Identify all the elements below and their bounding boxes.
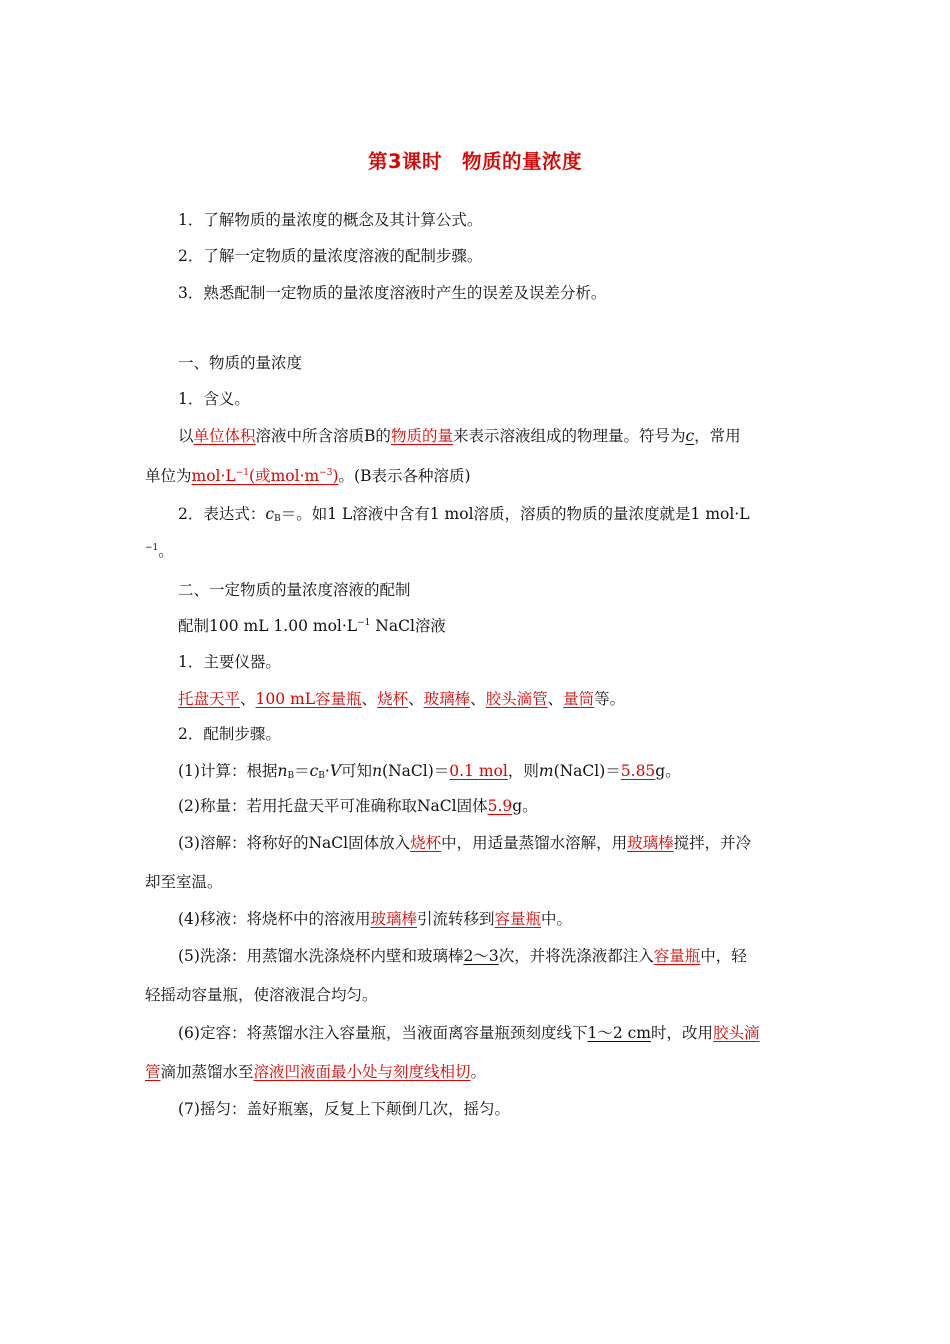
definition-text: 以单位体积溶液中所含溶质B的物质的量来表示溶液组成的物理量。符号为c，常用 [178, 427, 741, 445]
step-5: (5)洗涤：用蒸馏水洗涤烧杯内壁和玻璃棒2～3次，并将洗涤液都注入容量瓶中，轻 [178, 947, 747, 965]
answer-blank: 0.1 mol [449, 762, 508, 780]
page-title: 第3课时 物质的量浓度 [367, 150, 583, 173]
step-4: (4)移液：将烧杯中的溶液用玻璃棒引流转移到容量瓶中。 [178, 910, 573, 928]
answer-blank: 物质的量 [390, 427, 453, 445]
answer-blank-unit: $mol\cdot L^{-1}$(或$mol\cdot m^{-3}$) [191, 467, 339, 485]
step-3: (3)溶解：将称好的NaCl固体放入烧杯中，用适量蒸馏水溶解，用玻璃棒搅拌，并冷 [178, 834, 752, 852]
answer-blank: 玻璃棒 [423, 690, 471, 708]
answer-blank: 1～2 cm [587, 1024, 651, 1042]
answer-blank: 管 [145, 1063, 161, 1081]
expression-line: 2．表达式：$c_B=$。如1 L溶液中含有1 mol溶质，溶质的物质的量浓度就是1 mol·L [178, 505, 750, 524]
objective-2: 2．了解一定物质的量浓度溶液的配制步骤。 [178, 247, 483, 265]
step-6: (6)定容：将蒸馏水注入容量瓶，当液面离容量瓶颈刻度线下1～2 cm时，改用胶头滴 [178, 1024, 760, 1042]
section1-item1: 1．含义。 [178, 390, 250, 408]
expression-line-2: $^{-1}$。 [145, 542, 174, 560]
answer-blank: 溶液凹液面最小处与刻度线相切 [253, 1063, 471, 1081]
answer-blank: 100 mL容量瓶 [255, 690, 362, 708]
answer-blank: 容量瓶 [653, 947, 701, 965]
definition-line-1 [178, 426, 807, 446]
answer-blank: 玻璃棒 [627, 834, 674, 852]
step-1: (1)计算：根据$n_B=c_B\cdot V$可知n(NaCl)＝0.1 mol，则m(NaCl)＝5.85g。 [178, 762, 681, 781]
section2-item1: 1．主要仪器。 [178, 653, 281, 671]
step-6-cont: 管滴加蒸馏水至溶液凹液面最小处与刻度线相切。 [145, 1063, 487, 1081]
definition-line-2: 单位为$mol\cdot L^{-1}$(或$mol\cdot m^{-3}$)。(B表示各种溶质) [145, 467, 471, 485]
symbol-c: c [685, 427, 695, 445]
objective-3: 3．熟悉配制一定物质的量浓度溶液时产生的误差及误差分析。 [178, 284, 607, 302]
answer-blank: 2～3 [463, 947, 499, 965]
answer-blank: 玻璃棒 [370, 910, 417, 928]
answer-blank: 5.85 [620, 762, 656, 780]
answer-blank: 烧杯 [377, 690, 409, 708]
section2-item2: 2．配制步骤。 [178, 725, 281, 743]
answer-blank: 烧杯 [410, 834, 442, 852]
answer-blank: 单位体积 [193, 427, 256, 445]
step-7: (7)摇匀：盖好瓶塞，反复上下颠倒几次，摇匀。 [178, 1100, 510, 1118]
section1-heading: 一、物质的量浓度 [178, 354, 303, 372]
section2-subtitle: 配制100 mL 1.00 $mol\cdot L^{-1}$ NaCl溶液 [178, 617, 446, 635]
section2-heading: 二、一定物质的量浓度溶液的配制 [178, 581, 411, 599]
answer-blank: 5.9 [487, 797, 513, 815]
instruments-line: 托盘天平、100 mL容量瓶、烧杯、玻璃棒、胶头滴管、量筒等。 [178, 690, 626, 708]
objective-1: 1．了解物质的量浓度的概念及其计算公式。 [178, 211, 483, 229]
step-2: (2)称量：若用托盘天平可准确称取NaCl固体5.9g。 [178, 797, 538, 815]
answer-blank: 量筒 [563, 690, 595, 708]
answer-blank: 容量瓶 [494, 910, 542, 928]
answer-blank: 胶头滴 [713, 1024, 760, 1042]
step-3-cont: 却至室温。 [145, 873, 223, 891]
step-5-cont: 轻摇动容量瓶，使溶液混合均匀。 [145, 986, 378, 1004]
answer-blank: 托盘天平 [178, 690, 241, 708]
answer-blank: 胶头滴管 [485, 690, 548, 708]
